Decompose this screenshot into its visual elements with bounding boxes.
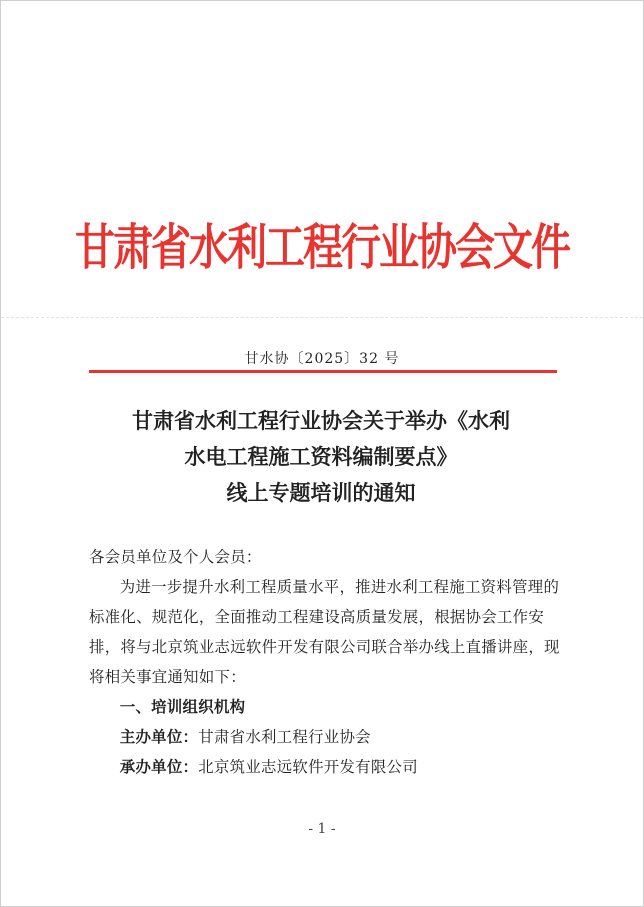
red-separator-line (89, 370, 557, 373)
title-line: 甘肃省水利工程行业协会关于举办《水利 (132, 408, 510, 433)
organizer-host-row (89, 722, 569, 752)
page-number: - 1 - (308, 821, 336, 837)
notice-body (89, 542, 569, 782)
page-fold-line (1, 317, 643, 318)
red-masthead: 甘肃省水利工程行业协会文件 (75, 219, 569, 277)
salutation: 各会员单位及个人会员： (89, 548, 262, 566)
intro-paragraph: 为进一步提升水利工程质量水平，推进水利工程施工资料管理的标准化、规范化，全面推动工程建设高质量发展，根据协会工作安排，将与北京筑业志远软件开发有限公司联合举办线上直播讲座，现将相关事宜通知如下： (89, 578, 560, 686)
organizer-label: 承办单位： (119, 758, 199, 776)
title-line: 水电工程施工资料编制要点》 (184, 444, 458, 469)
organizer-undertaker-row (89, 752, 569, 782)
title-line: 线上专题培训的通知 (226, 480, 416, 505)
document-number: 甘水协〔2025〕32 号 (244, 351, 400, 367)
organizer-label: 主办单位： (119, 728, 199, 746)
notice-title (61, 403, 581, 511)
section-heading: 一、培训组织机构 (119, 698, 246, 716)
organizer-value: 北京筑业志远软件开发有限公司 (198, 758, 418, 776)
organizer-value: 甘肃省水利工程行业协会 (198, 728, 371, 746)
